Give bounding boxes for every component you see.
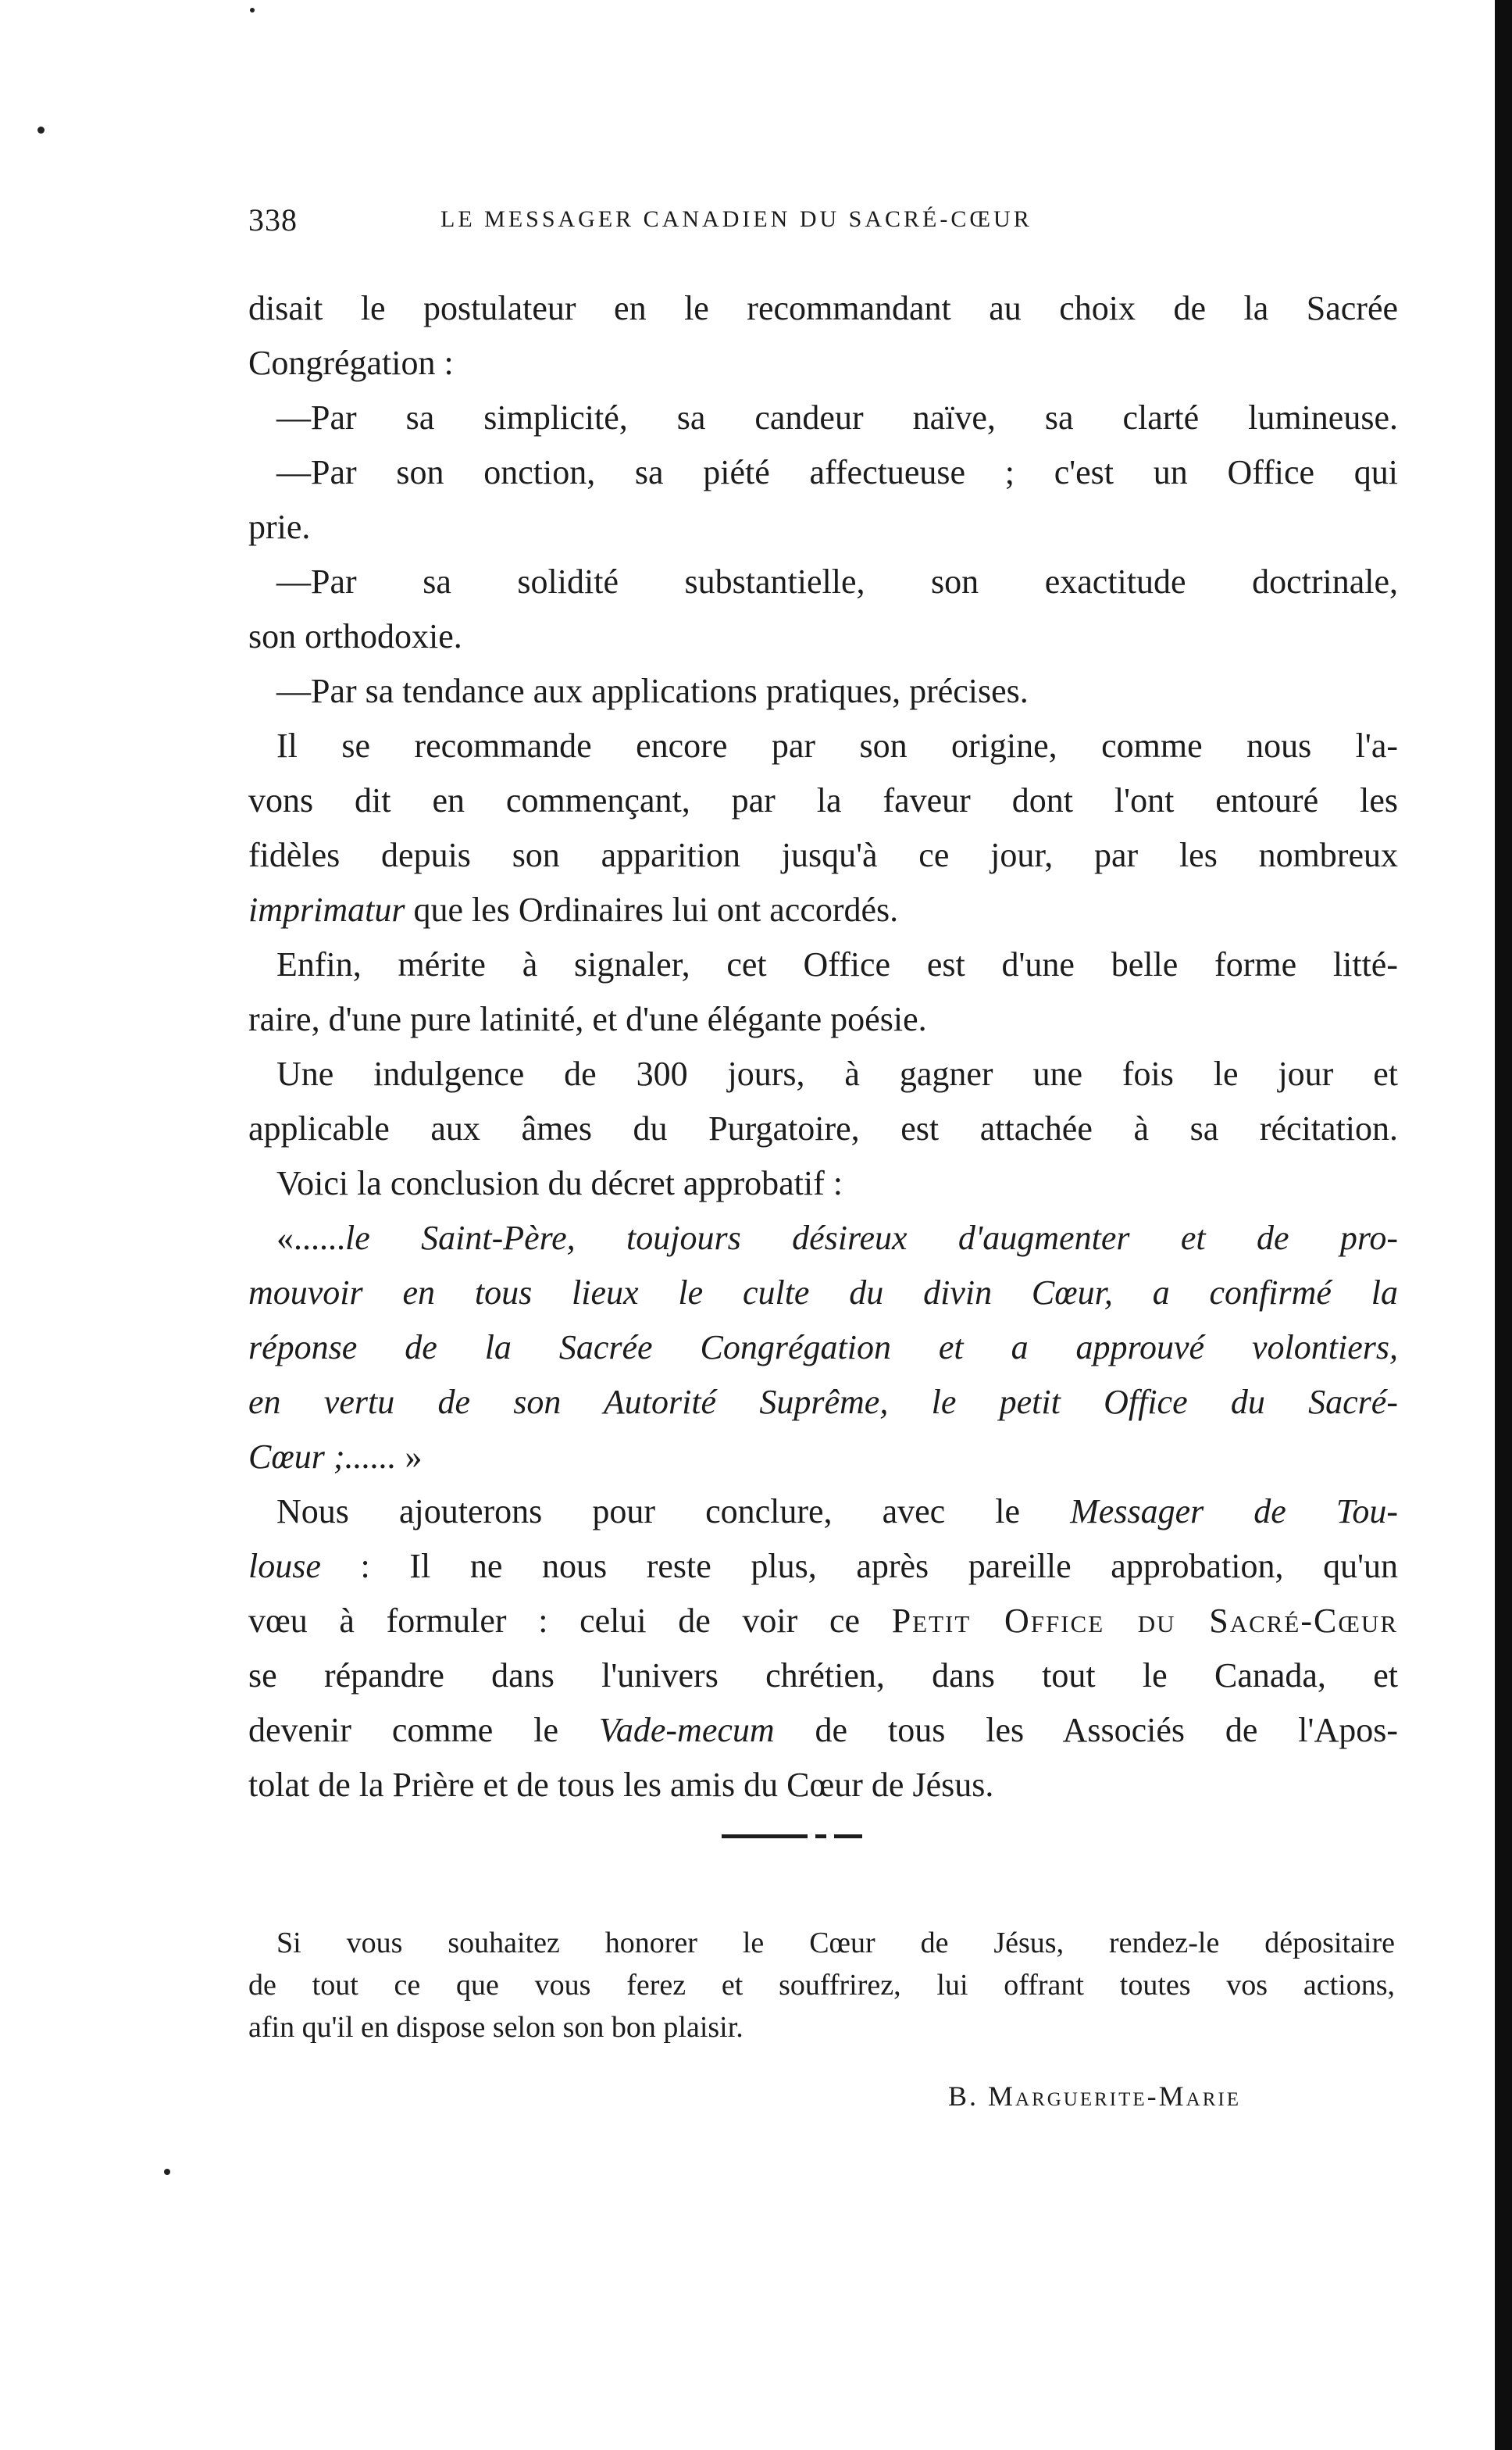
text-line: se répandre dans l'univers chrétien, dans tout le Canada, et (248, 1656, 1398, 1695)
scan-speck (164, 2169, 170, 2175)
text-line: Une indulgence de 300 jours, à gagner une fois le jour et (276, 1055, 1398, 1093)
quote-line: de tout ce que vous ferez et souffrirez, lui offrant toutes vos actions, (248, 1969, 1395, 2002)
text-line: Enfin, mérite à signaler, cet Office est d'une belle forme litté- (276, 945, 1398, 984)
text-line: raire, d'une pure latinité, et d'une élégante poésie. (248, 1000, 927, 1038)
text-line (248, 1211, 1398, 1266)
text-line (248, 1703, 1398, 1758)
decree-quote-line: mouvoir en tous lieux le culte du divin Cœur, a confirmé la (248, 1273, 1398, 1312)
scan-speck (250, 8, 255, 12)
text-line: Congrégation : (248, 344, 454, 382)
quote-open: «...... (276, 1219, 345, 1257)
divider-dash (815, 1834, 826, 1838)
text-line: fidèles depuis son apparition jusqu'à ce jour, par les nombreux (248, 836, 1398, 874)
text-run: de tous les Associés de l'Apos- (774, 1711, 1398, 1749)
italic-title: louse (248, 1547, 321, 1585)
quote-close: » (396, 1438, 423, 1476)
divider-rule (834, 1834, 862, 1838)
text-line (248, 883, 1398, 938)
text-line (248, 1539, 1398, 1594)
signature: B. Marguerite-Marie (948, 2080, 1241, 2112)
decree-quote-line: réponse de la Sacrée Congrégation et a approuvé volontiers, (248, 1328, 1398, 1366)
text-line (248, 1430, 1398, 1484)
page-number: 338 (248, 202, 298, 238)
text-run: : Il ne nous reste plus, après pareille approbation, qu'un (320, 1547, 1398, 1585)
italic-title: Messager de Tou- (1070, 1492, 1398, 1530)
text-run: que les Ordinaires lui ont accordés. (405, 891, 899, 929)
text-line: prie. (248, 508, 311, 546)
text-line: —Par sa simplicité, sa candeur naïve, sa clarté lumineuse. (276, 398, 1398, 437)
text-line: Voici la conclusion du décret approbatif : (276, 1164, 843, 1202)
text-line: —Par son onction, sa piété affectueuse ; c'est un Office qui (276, 453, 1398, 491)
decree-quote: Cœur ;...... (248, 1438, 397, 1476)
article-body (248, 281, 1398, 1812)
text-line: —Par sa tendance aux applications pratiques, précises. (276, 672, 1029, 710)
text-line (248, 1484, 1398, 1539)
decree-quote: le Saint-Père, toujours désireux d'augmenter et de pro- (345, 1219, 1398, 1257)
text-line: —Par sa solidité substantielle, son exactitude doctrinale, (276, 562, 1398, 601)
divider-rule (722, 1834, 808, 1838)
text-run: vœu à formuler : celui de voir ce (248, 1602, 892, 1640)
text-line: vons dit en commençant, par la faveur dont l'ont entouré les (248, 781, 1398, 820)
text-line: tolat de la Prière et de tous les amis du Cœur de Jésus. (248, 1766, 994, 1804)
section-divider (722, 1834, 862, 1839)
italic-term: imprimatur (248, 891, 405, 929)
page-header (248, 202, 1264, 241)
text-line (248, 1594, 1398, 1648)
quote-line: afin qu'il en dispose selon son bon plaisir. (248, 2011, 744, 2044)
text-line: son orthodoxie. (248, 617, 462, 655)
text-run: Nous ajouterons pour conclure, avec le (276, 1492, 1071, 1530)
text-line: Il se recommande encore par son origine, comme nous l'a- (276, 727, 1398, 765)
text-line: applicable aux âmes du Purgatoire, est attachée à sa récitation. (248, 1109, 1398, 1148)
small-caps-title: Petit Office du Sacré-Cœur (891, 1602, 1398, 1640)
running-title: LE MESSAGER CANADIEN DU SACRÉ-CŒUR (440, 206, 1032, 232)
scan-edge-bar (1495, 0, 1512, 2450)
quote-line: Si vous souhaitez honorer le Cœur de Jésus, rendez-le dépositaire (276, 1927, 1395, 1959)
closing-quote (248, 1922, 1395, 2048)
decree-quote-line: en vertu de son Autorité Suprême, le petit Office du Sacré- (248, 1383, 1398, 1421)
text-run: devenir comme le (248, 1711, 599, 1749)
scan-speck (37, 127, 45, 134)
text-line: disait le postulateur en le recommandant au choix de la Sacrée (248, 289, 1398, 327)
italic-term: Vade-mecum (598, 1711, 775, 1749)
